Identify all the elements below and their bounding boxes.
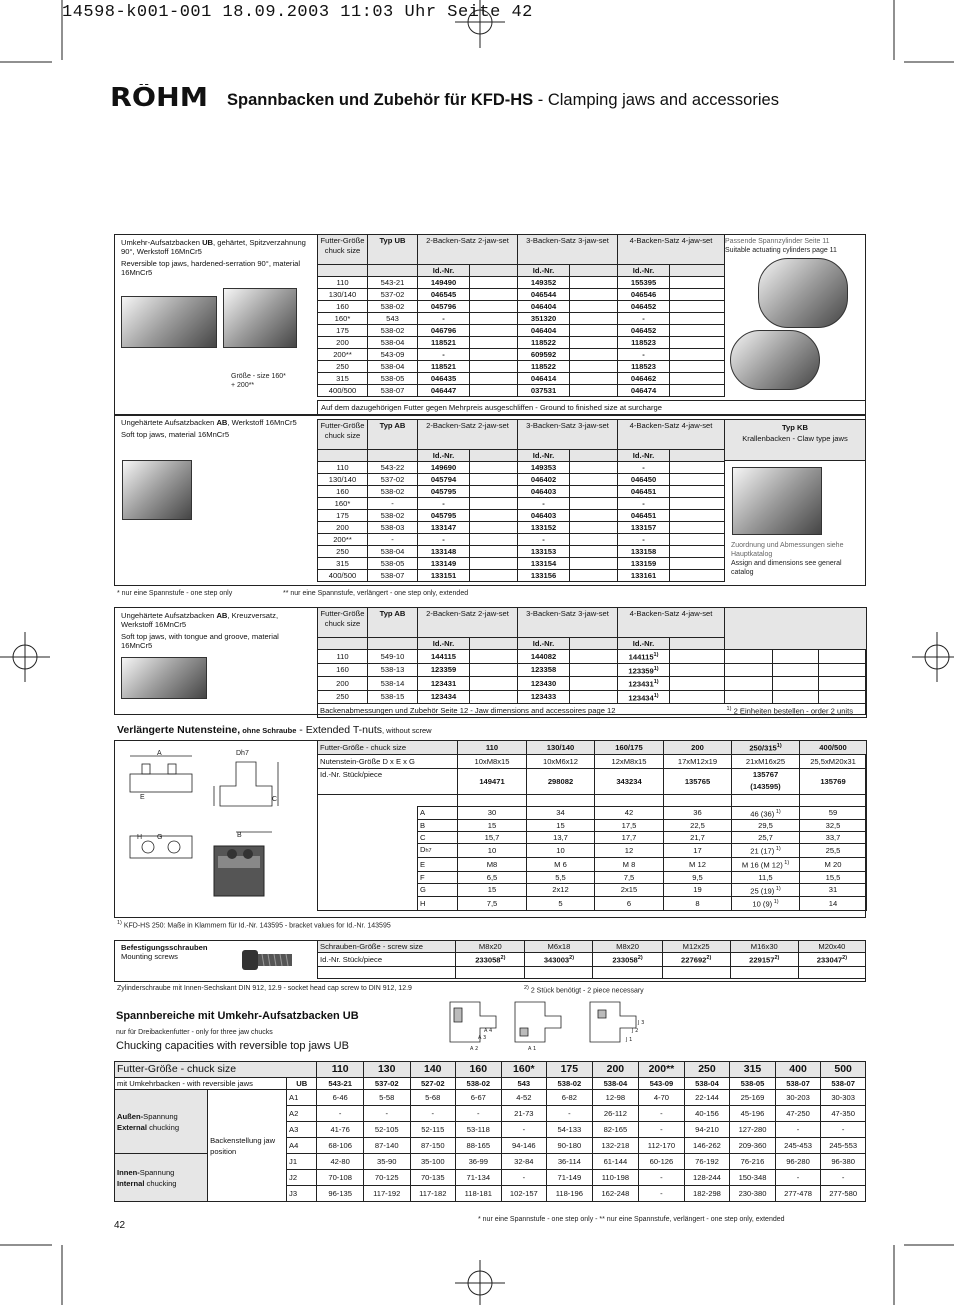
ranges-title: Spannbereiche mit Umkehr-Aufsatzbacken UB <box>116 1010 359 1022</box>
col-set4: 4-Backen-Satz 4-jaw-set <box>618 235 725 265</box>
table-row: 315 538-05 046435 046414 046462 <box>318 373 725 385</box>
table-row: 200** 543-09 - 609592 - <box>318 349 725 361</box>
table-row: J2 70-108 70-125 70-135 71-134 - 71-149 110-198 - 128-244 150-348 - - <box>115 1170 866 1186</box>
ub-side-note: Passende Spannzylinder Seite 11 Suitable actuating cylinders page 11 <box>725 238 837 254</box>
ranges-table: Futter-Größe - chuck size 110 130 140 160 160* 175 200 200** 250 315 400 500 mit Umkehrbacken - with reversible jaws UB 543-21 537-02 527-02 538-02 543 538-02 538-04 543-09 538-04 538-05 538-07 538-07 Außen-Spannung External chucking Backenstellung jaw position A1 6-46 5-58 5-68 6-67 4-52 6-82 12-98 4-70 22-144 25-169 30-203 30-303 A2 - - - - 21-73 - 26-112 - 40-156 45-196 47-250 47-350 A3 41-76 52-105 52-115 53-118 - 54-133 82-165 - 94-210 127-280 - - A4 68-106 87-140 87-150 88-165 94-146 90-180 132-218 112-170 146-262 209-360 245-453 245-553 Innen-Spannung Internal chucking J1 42-80 35-90 35-100 36-99 32-84 36-114 61-144 60-126 76-192 76-216 96-280 96-380 J2 70-108 70-125 70-135 71-134 - 71-149 110-198 - 128-244 150-348 - - J3 96-135 117-192 117-182 118-181 102-157 118-196 162-248 - 182-298 230-380 277-478 277-580 <box>114 1061 866 1202</box>
tnuts-table: Futter-Größe - chuck size 110 130/140 160/175 200 250/315$^{1)}$ 400/500 Nutenstein-Größe D x E x G 10xM8x15 10xM6x12 12xM8x15 17xM12x19 21xM16x25 25,5xM20x31 Id.-Nr. Stück/piece 149471 298082 343234 135765 135767 (143595) 135769 A 30 34 42 36 46 (36) $^{1)}$ 59 B 15 15 17,5 22,5 29,5 32,5 C 15,7 13,7 17,7 21,7 25,7 33,7 Dh7 10 10 12 17 21 (17) $^{1)}$ 25,5 E M8 M 6 M 8 M 12 M 16 (M 12) $^{1)}$ M 20 F 6,5 5,5 7,5 9,5 11,5 15,5 G 15 2x12 2x15 19 25 (19) $^{1)}$ 31 H 7,5 5 6 8 10 (9) $^{1)}$ 14 <box>317 740 867 911</box>
table-row: Innen-Spannung Internal chucking J1 42-80 35-90 35-100 36-99 32-84 36-114 61-144 60-126 76-192 76-216 96-280 96-380 <box>115 1154 866 1170</box>
diag-label-j1: J 1 <box>626 1037 633 1043</box>
page-number: 42 <box>114 1220 126 1231</box>
diag-label-a4: A 4 <box>484 1028 493 1034</box>
col-type: Typ UB <box>368 235 418 265</box>
table-row: H 7,5 5 6 8 10 (9) $^{1)}$ 14 <box>318 897 867 911</box>
table-row: A3 41-76 52-105 52-115 53-118 - 54-133 82-165 - 94-210 127-280 - - <box>115 1122 866 1138</box>
table-row: 130/140 537-02 046545 046544 046546 <box>318 289 725 301</box>
table-row: A4 68-106 87-140 87-150 88-165 94-146 90-180 132-218 112-170 146-262 209-360 245-453 245-553 <box>115 1138 866 1154</box>
table-row: E M8 M 6 M 8 M 12 M 16 (M 12) $^{1)}$ M 20 <box>318 858 867 872</box>
kb-jaw-image <box>732 467 822 535</box>
diag-label-a2: A 2 <box>470 1046 479 1052</box>
table-row: 250 538-04 118521 118522 118523 <box>318 361 725 373</box>
ab-note-2: ** nur eine Spannstufe, verlängert - one step only, extended <box>283 590 469 597</box>
ab2-footer-right: $^{1)}$ 2 Einheiten bestellen - order 2 units <box>725 704 867 718</box>
table-row: 130/140 537-02 045794 046402 046450 <box>318 474 725 486</box>
ab-description: Ungehärtete Aufsatzbacken AB, Werkstoff 16MnCr5 Soft top jaws, material 16MnCr5 <box>121 418 297 439</box>
tnut-label-h: H <box>137 834 143 841</box>
table-row: 250 538-15 123434 123433 123434$^{1)}$ <box>318 690 867 704</box>
ab-note-1: * nur eine Spannstufe - one step only <box>117 590 233 597</box>
ranges-title-en: Chucking capacities with reversible top jaws UB <box>116 1040 349 1052</box>
table-row: 110 543-22 149690 149353 - <box>318 462 725 474</box>
screws-note-left: Zylinderschraube mit Innen-Sechskant DIN 912, 12.9 - socket head cap screw to DIN 912, 12.9 <box>117 985 412 992</box>
cylinder-image-1 <box>758 258 848 328</box>
tnut-label-g: G <box>157 834 163 841</box>
ab-table: Futter-Größe chuck size Typ AB 2-Backen-Satz 2-jaw-set 3-Backen-Satz 3-jaw-set 4-Backen-Satz 4-jaw-set Id.-Nr. Id.-Nr. Id.-Nr. 110 543-22 149690 149353 - 130/140 537-02 045794 046402 046450 160 538-02 045795 046403 046451 160* - - - - 175 538-02 045795 046403 046451 200 538-03 133147 133152 133157 200** - - - - 250 538-04 133148 133153 133158 315 538-05 133149 133154 133159 400/500 538-07 133151 133156 133161 <box>317 419 725 582</box>
tnut-label-a: A <box>157 750 162 757</box>
table-row: 200 538-04 118521 118522 118523 <box>318 337 725 349</box>
rohm-logo <box>110 84 210 108</box>
table-row: 400/500 538-07 133151 133156 133161 <box>318 570 725 582</box>
diag-label-j3: J 3 <box>638 1020 645 1026</box>
table-row: G 15 2x12 2x15 19 25 (19) $^{1)}$ 31 <box>318 883 867 897</box>
ab2-table: Futter-Größe chuck size Typ AB 2-Backen-Satz 2-jaw-set 3-Backen-Satz 3-jaw-set 4-Backen-Satz 4-jaw-set Id.-Nr. Id.-Nr. Id.-Nr. 110 549-10 144115 144082 144115$^{1)}$ 160 538-13 123359 123358 123359$^{1)}$ 200 538-14 123431 123430 123431$^{1)}$ 250 538-15 123434 123433 123434$^{1)}$ Backenabmessungen und Zubehör Seite 12 - Jaw dimensions and accessoires page 12 $^{1)}$ 2 Einheiten bestellen - order 2 units <box>317 607 867 718</box>
table-row: 175 538-02 045795 046403 046451 <box>318 510 725 522</box>
table-row: 110 549-10 144115 144082 144115$^{1)}$ <box>318 650 867 664</box>
table-row: 160 538-02 045795 046403 046451 <box>318 486 725 498</box>
ab2-footer: Backenabmessungen und Zubehör Seite 12 - Jaw dimensions and accessoires page 12 <box>318 704 725 718</box>
table-row: Dh7 10 10 12 17 21 (17) $^{1)}$ 25,5 <box>318 844 867 858</box>
table-row: Außen-Spannung External chucking Backenstellung jaw position A1 6-46 5-58 5-68 6-67 4-52 6-82 12-98 4-70 22-144 25-169 30-203 30-303 <box>115 1090 866 1106</box>
table-row: 315 538-05 133149 133154 133159 <box>318 558 725 570</box>
tnut-label-e: E <box>140 794 145 801</box>
print-header: 14598-k001-001 18.09.2003 11:03 Uhr Seite 42 <box>62 3 533 22</box>
table-row: 200 538-03 133147 133152 133157 <box>318 522 725 534</box>
tnut-label-c: C <box>272 796 278 803</box>
table-row: A 30 34 42 36 46 (36) $^{1)}$ 59 <box>318 806 867 820</box>
ub-footer: Auf dem dazugehörigen Futter gegen Mehrpreis ausgeschliffen - Ground to finished size at surcharge <box>317 400 866 415</box>
tnuts-rows <box>318 806 867 910</box>
table-row: 175 538-02 046796 046404 046452 <box>318 325 725 337</box>
ub-jaw-image-2 <box>223 288 297 348</box>
diag-label-a3: A 3 <box>478 1035 487 1041</box>
jaw-position-diagram <box>440 998 660 1054</box>
col-set3: 3-Backen-Satz 3-jaw-set <box>518 235 618 265</box>
tnuts-footnote: $^{1)}$ KFD-HS 250: Maße in Klammern für Id.-Nr. 143595 - bracket values for Id.-Nr. 143595 <box>117 920 391 930</box>
tnut-label-b: B <box>237 832 242 839</box>
ranges-subtitle: nur für Dreibackenfutter - only for three jaw chucks <box>116 1029 273 1036</box>
ub-jaw-image-1 <box>121 296 217 348</box>
tnut-drawing <box>118 746 314 914</box>
ab-rows <box>318 462 725 582</box>
table-row: 200 538-14 123431 123430 123431$^{1)}$ <box>318 677 867 691</box>
table-row: B 15 15 17,5 22,5 29,5 32,5 <box>318 820 867 832</box>
screws-note-right: $^{2)}$ 2 Stück benötigt - 2 piece necessary <box>524 985 644 995</box>
kb-note: Zuordnung und Abmessungen siehe Hauptkatalog Assign and dimensions see general catalog <box>731 542 844 576</box>
ub-size-note: Größe - size 160* + 200** <box>231 373 286 389</box>
ab2-rows <box>318 650 867 704</box>
table-row: 160 538-13 123359 123358 123359$^{1)}$ <box>318 663 867 677</box>
ab2-description: Ungehärtete Aufsatzbacken AB, Kreuzversatz, Werkstoff 16MnCr5 Soft top jaws, with tongue and groove, material 16MnCr5 <box>121 611 279 650</box>
table-row: 160 538-02 045796 046404 046452 <box>318 301 725 313</box>
col-size: Futter-Größe chuck size <box>318 235 368 265</box>
table-row: F 6,5 5,5 7,5 9,5 11,5 15,5 <box>318 871 867 883</box>
bottom-note: * nur eine Spannstufe - one step only - ** nur eine Spannstufe, verlängert - one step only, extended <box>478 1216 785 1223</box>
screw-icon <box>242 948 294 972</box>
ranges-rows <box>115 1090 866 1202</box>
ab-jaw-image <box>122 460 192 520</box>
screws-table: Schrauben-Größe - screw size M8x20 M6x18 M8x20 M12x25 M16x30 M20x40 Id.-Nr. Stück/piece 233058$^{2)}$ 343003$^{2)}$ 233058$^{2)}$ 227692$^{2)}$ 229157$^{2)}$ 233047$^{2)}$ <box>317 940 866 979</box>
table-row: 400/500 538-07 046447 037531 046474 <box>318 385 725 397</box>
col-set2: 2-Backen-Satz 2-jaw-set <box>418 235 518 265</box>
ab2-jaw-image <box>121 657 207 699</box>
page-title: Spannbacken und Zubehör für KFD-HS - Clamping jaws and accessories <box>227 91 779 109</box>
cylinder-image-2 <box>730 330 820 390</box>
table-row: 110 543-21 149490 149352 155395 <box>318 277 725 289</box>
table-row: 200** - - - - <box>318 534 725 546</box>
table-row: 250 538-04 133148 133153 133158 <box>318 546 725 558</box>
table-row: 160* - - - - <box>318 498 725 510</box>
table-row: J3 96-135 117-192 117-182 118-181 102-157 118-196 162-248 - 182-298 230-380 277-478 277-580 <box>115 1186 866 1202</box>
tnuts-size-row: Futter-Größe - chuck size 110 130/140 160/175 200 250/315$^{1)}$ 400/500 <box>318 741 867 755</box>
table-row: C 15,7 13,7 17,7 21,7 25,7 33,7 <box>318 832 867 844</box>
kb-header: Typ KB Krallenbacken - Claw type jaws <box>724 419 866 461</box>
ub-description: Umkehr-Aufsatzbacken UB, gehärtet, Spitzverzahnung 90°, Werkstoff 16MnCr5 Reversible top jaws, hardened-serration 90°, material 16MnCr5 <box>121 238 306 277</box>
svg-text:RÖHM: RÖHM <box>110 84 200 108</box>
screws-label: Befestigungsschrauben Mounting screws <box>121 943 208 961</box>
ub-table: Futter-Größe chuck size Typ UB 2-Backen-Satz 2-jaw-set 3-Backen-Satz 3-jaw-set 4-Backen-Satz 4-jaw-set Id.-Nr. Id.-Nr. Id.-Nr. 110 543-21 149490 149352 155395 130/140 537-02 046545 046544 046546 160 538-02 045796 046404 046452 160* 543 - 351320 - 175 538-02 046796 046404 046452 200 538-04 118521 118522 118523 200** 543-09 - 609592 - 250 538-04 118521 118522 118523 315 538-05 046435 046414 046462 400/500 538-07 046447 037531 046474 <box>317 234 725 397</box>
table-row: A2 - - - - 21-73 - 26-112 - 40-156 45-196 47-250 47-350 <box>115 1106 866 1122</box>
diag-label-a1: A 1 <box>528 1046 537 1052</box>
tnuts-title: Verlängerte Nutensteine, ohne Schraube - Extended T-nuts, without screw <box>117 724 432 736</box>
diag-label-j2: J 2 <box>632 1028 639 1034</box>
ub-rows <box>318 277 725 397</box>
table-row: 160* 543 - 351320 - <box>318 313 725 325</box>
tnut-label-d: Dh7 <box>236 750 249 757</box>
